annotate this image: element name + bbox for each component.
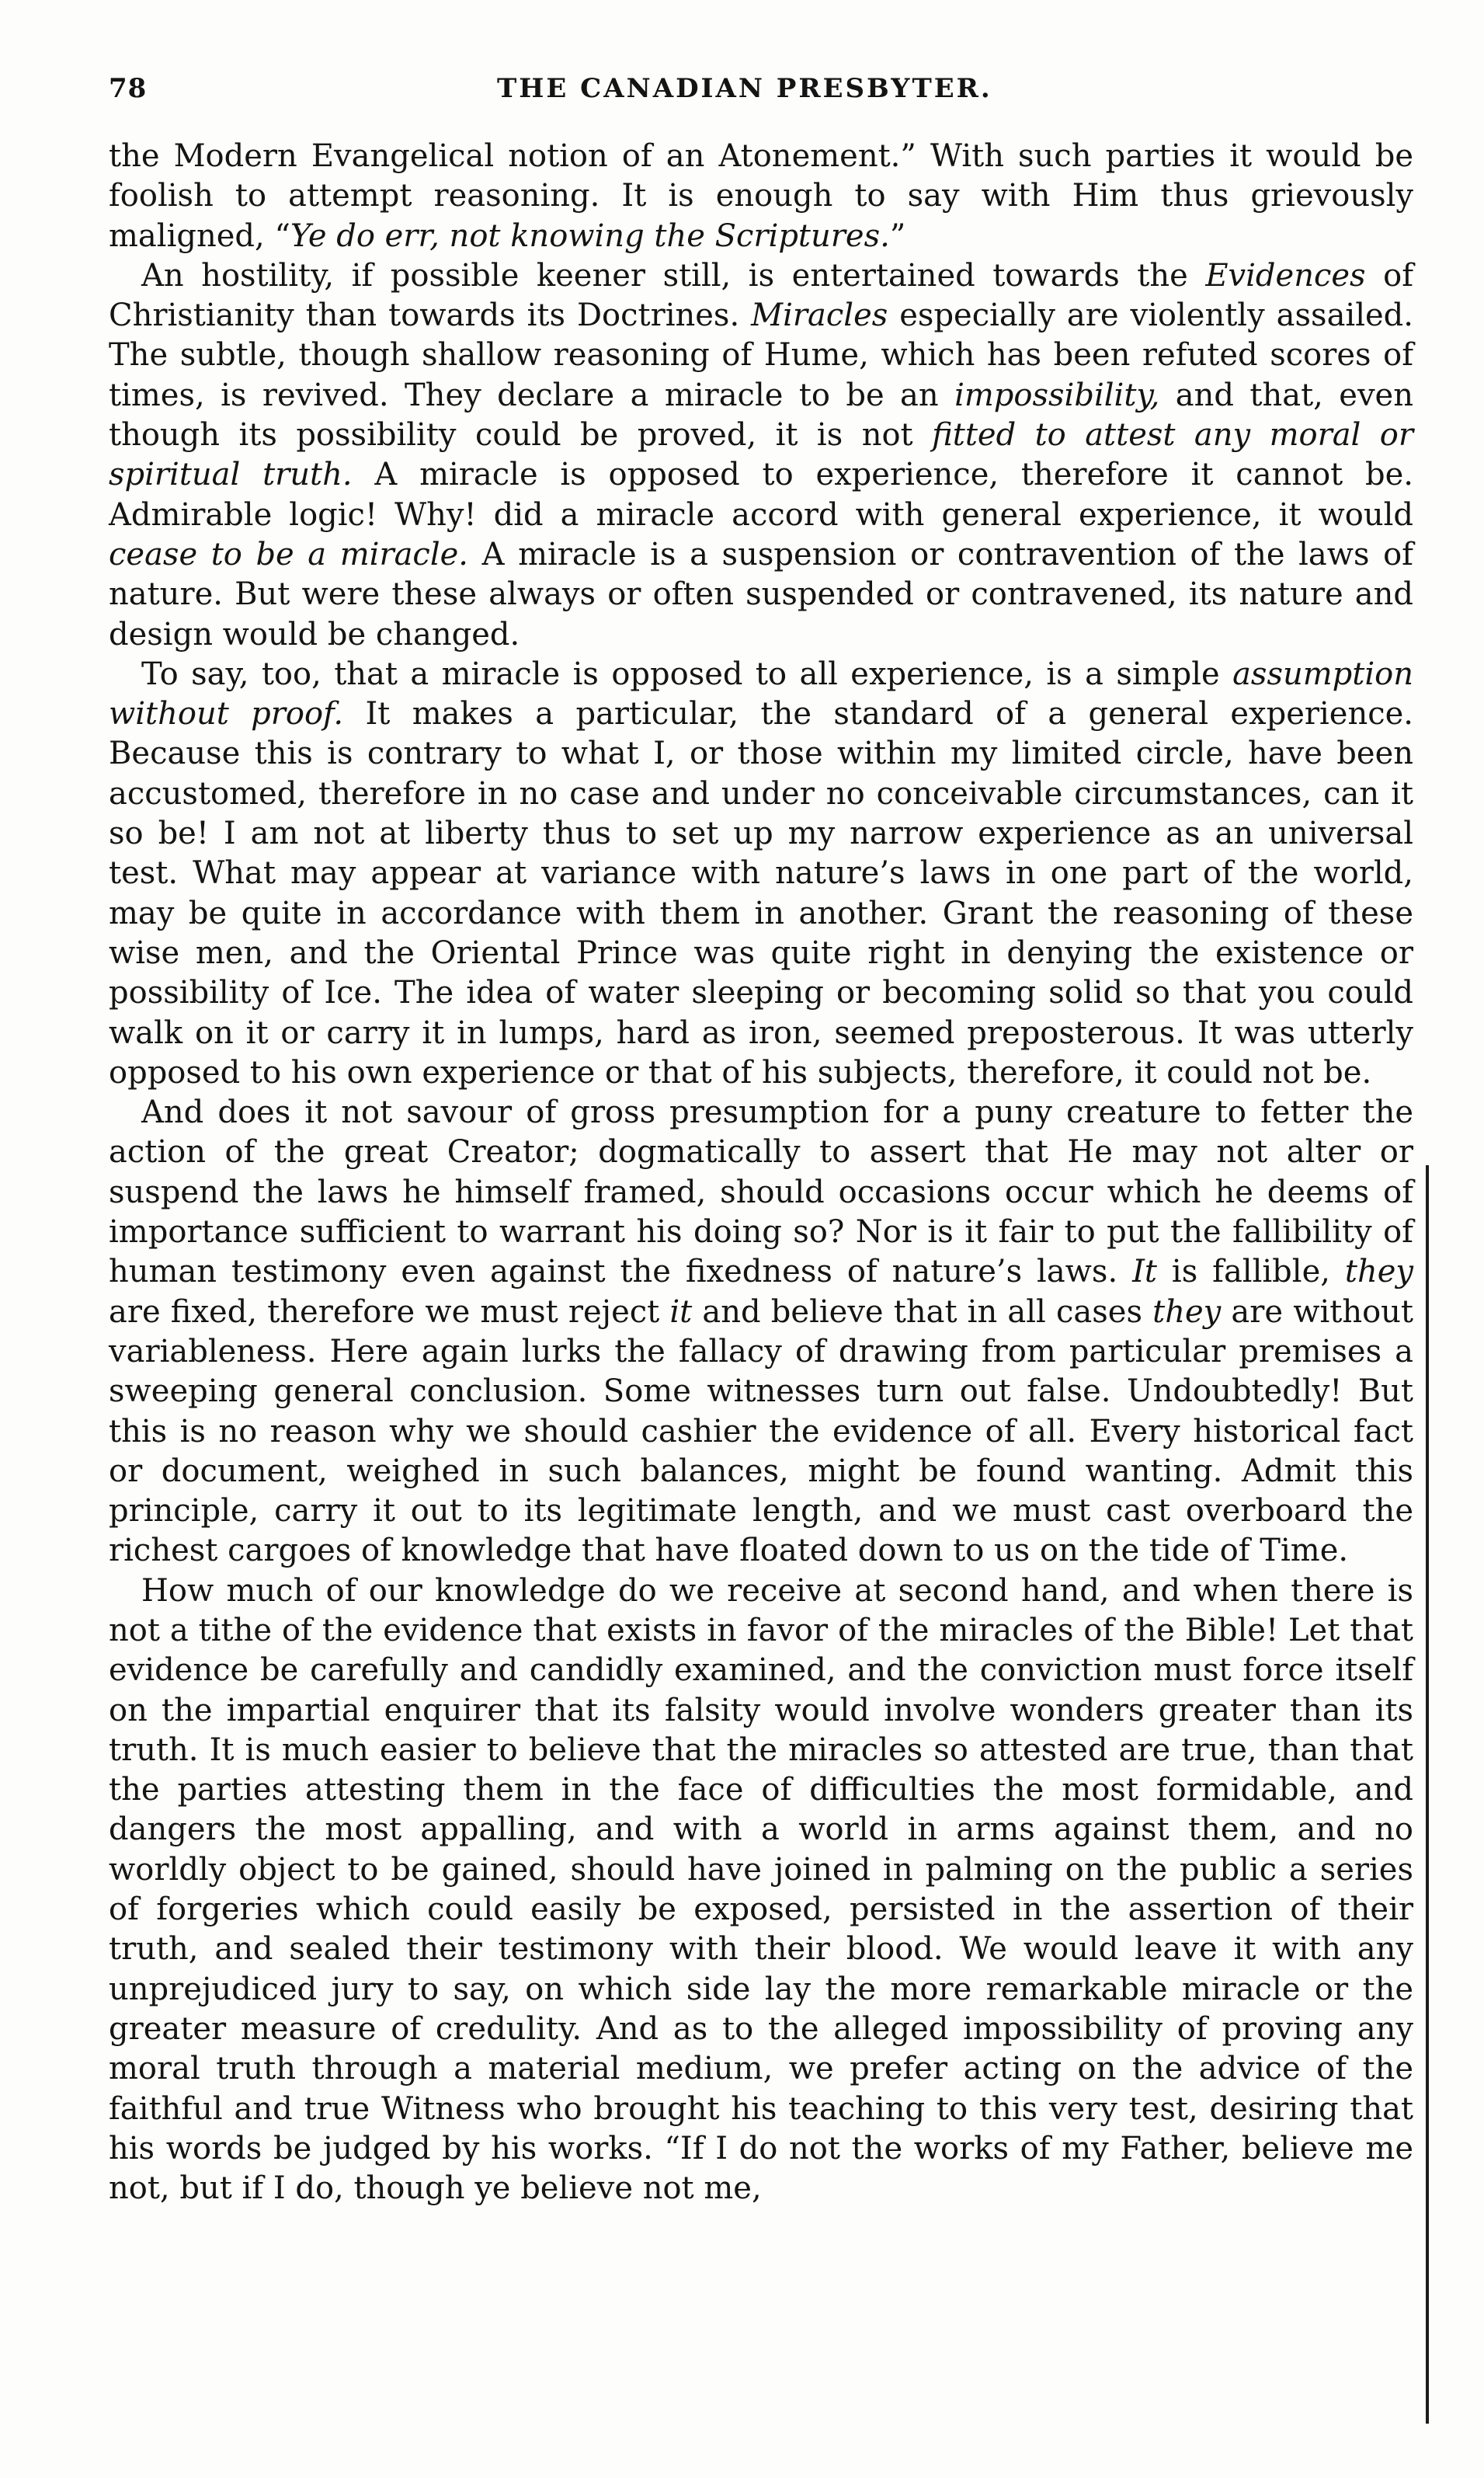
italic-run: fitted to attest any moral or spiritual truth. [109, 417, 1413, 493]
text-run: and believe that in all cases [692, 1293, 1153, 1330]
text-run: are without variableness. Here again lurks the fallacy of drawing from particular premises a sweeping general conclusion. Some witnesses turn out false. Undoubtedly! But this is no reason why we should cashier the evidence of all. Every historical fact or document, weighed in such balances, might be found wanting. Admit this principle, carry it out to its legitimate length, and we must cast overboard the richest cargoes of knowledge that have floated down to us on the tide of Time. [109, 1293, 1414, 1569]
text-run: And does it not savour of gross presumption for a puny creature to fetter the action of the great Creator; dogmatically to assert that He may not alter or suspend the laws he himself framed, should occasions occur which he deems of importance sufficient to warrant his doing so? Nor is it fair to put the fallibility of human testimony even against the fixedness of nature’s laws. [109, 1095, 1413, 1290]
italic-run: they [1152, 1293, 1222, 1330]
paragraph-3 [109, 655, 1413, 1093]
paragraph-4 [109, 1093, 1413, 1571]
text-run: is fallible, [1156, 1254, 1345, 1290]
running-title: THE CANADIAN PRESBYTER. [497, 73, 992, 104]
text-run: ” [889, 218, 906, 254]
italic-run: they [1344, 1254, 1414, 1290]
paragraph-2 [109, 256, 1413, 655]
text-run: How much of our knowledge do we receive at second hand, and when there is not a tithe of the evidence that exists in favor of the miracles of the Bible! Let that evidence be carefully and candidly examined, and the conviction must force itself on the impartial enquirer that its falsity would involve wonders greater than its truth. It is much easier to believe that the miracles so attested are true, than that the parties attesting them in the face of difficulties the most formidable, and dangers the most appalling, and with a world in arms against them, and no worldly object to be gained, should have joined in palming on the public a series of forgeries which could easily be exposed, persisted in the assertion of their truth, and sealed their testimony with their blood. We would leave it with any unprejudiced jury to say, on which side lay the more remarkable miracle or the greater measure of credulity. And as to the alleged impossibility of proving any moral truth through a material medium, we prefer acting on the advice of the faithful and true Witness who brought his teaching to this very test, desiring that his words be judged by his works. “If I do not the works of my Father, believe me not, but if I do, though ye believe not me, [109, 1572, 1413, 2207]
text-run: An hostility, if possible keener still, is entertained towards the [141, 257, 1206, 294]
italic-run: assumption without proof. [109, 656, 1413, 733]
text-run: are fixed, therefore we must reject [109, 1293, 670, 1330]
text-run: especially are violently assailed. The subtle, though shallow reasoning of Hume, which has been refuted scores of times, is revived. They declare a miracle to be an [109, 298, 1413, 413]
italic-run: Evidences [1205, 257, 1366, 294]
italic-run: it [669, 1293, 693, 1330]
text-run: A miracle is opposed to experience, therefore it cannot be. Admirable logic! Why! did a miracle accord with general experience, it would [109, 457, 1413, 533]
paragraph-5 [109, 1571, 1413, 2209]
paragraph-1 [109, 137, 1413, 256]
text-run: A miracle is a suspension or contravention of the laws of nature. But were these always or often suspended or contravened, its nature and design would be changed. [109, 536, 1413, 653]
italic-run: cease to be a miracle. [109, 536, 469, 573]
margin-rule [1426, 1165, 1429, 2424]
text-run: It makes a particular, the standard of a general experience. Because this is contrary to what I, or those within my limited circle, have been accustomed, therefore in no case and under no conceivable circumstances, can it so be! I am not at liberty thus to set up my narrow experience as an universal test. What may appear at variance with nature’s laws in one part of the world, may be quite in accordance with them in another. Grant the reasoning of these wise men, and the Oriental Prince was quite right in denying the existence or possibility of Ice. The idea of water sleeping or becoming solid so that you could walk on it or carry it in lumps, hard as iron, seemed preposterous. It was utterly opposed to his own experience or that of his subjects, therefore, it could not be. [109, 696, 1413, 1091]
italic-run: Miracles [751, 298, 888, 334]
text-run: To say, too, that a miracle is opposed to all experience, is a simple [141, 656, 1233, 692]
italic-run: impossibility, [954, 377, 1160, 413]
article-body [109, 137, 1413, 2208]
text-run: of Christianity than towards its Doctrines. [109, 257, 1414, 334]
text-run: and that, even though its possibility could be proved, it is not [109, 377, 1413, 454]
page-header [109, 73, 1390, 120]
text-run: the Modern Evangelical notion of an Atonement.” With such parties it would be foolish to attempt reasoning. It is enough to say with Him thus grievously maligned, “ [109, 138, 1413, 254]
italic-run: Ye do err, not knowing the Scriptures. [290, 218, 890, 254]
italic-run: It [1132, 1254, 1157, 1290]
page-number: 78 [109, 73, 148, 104]
